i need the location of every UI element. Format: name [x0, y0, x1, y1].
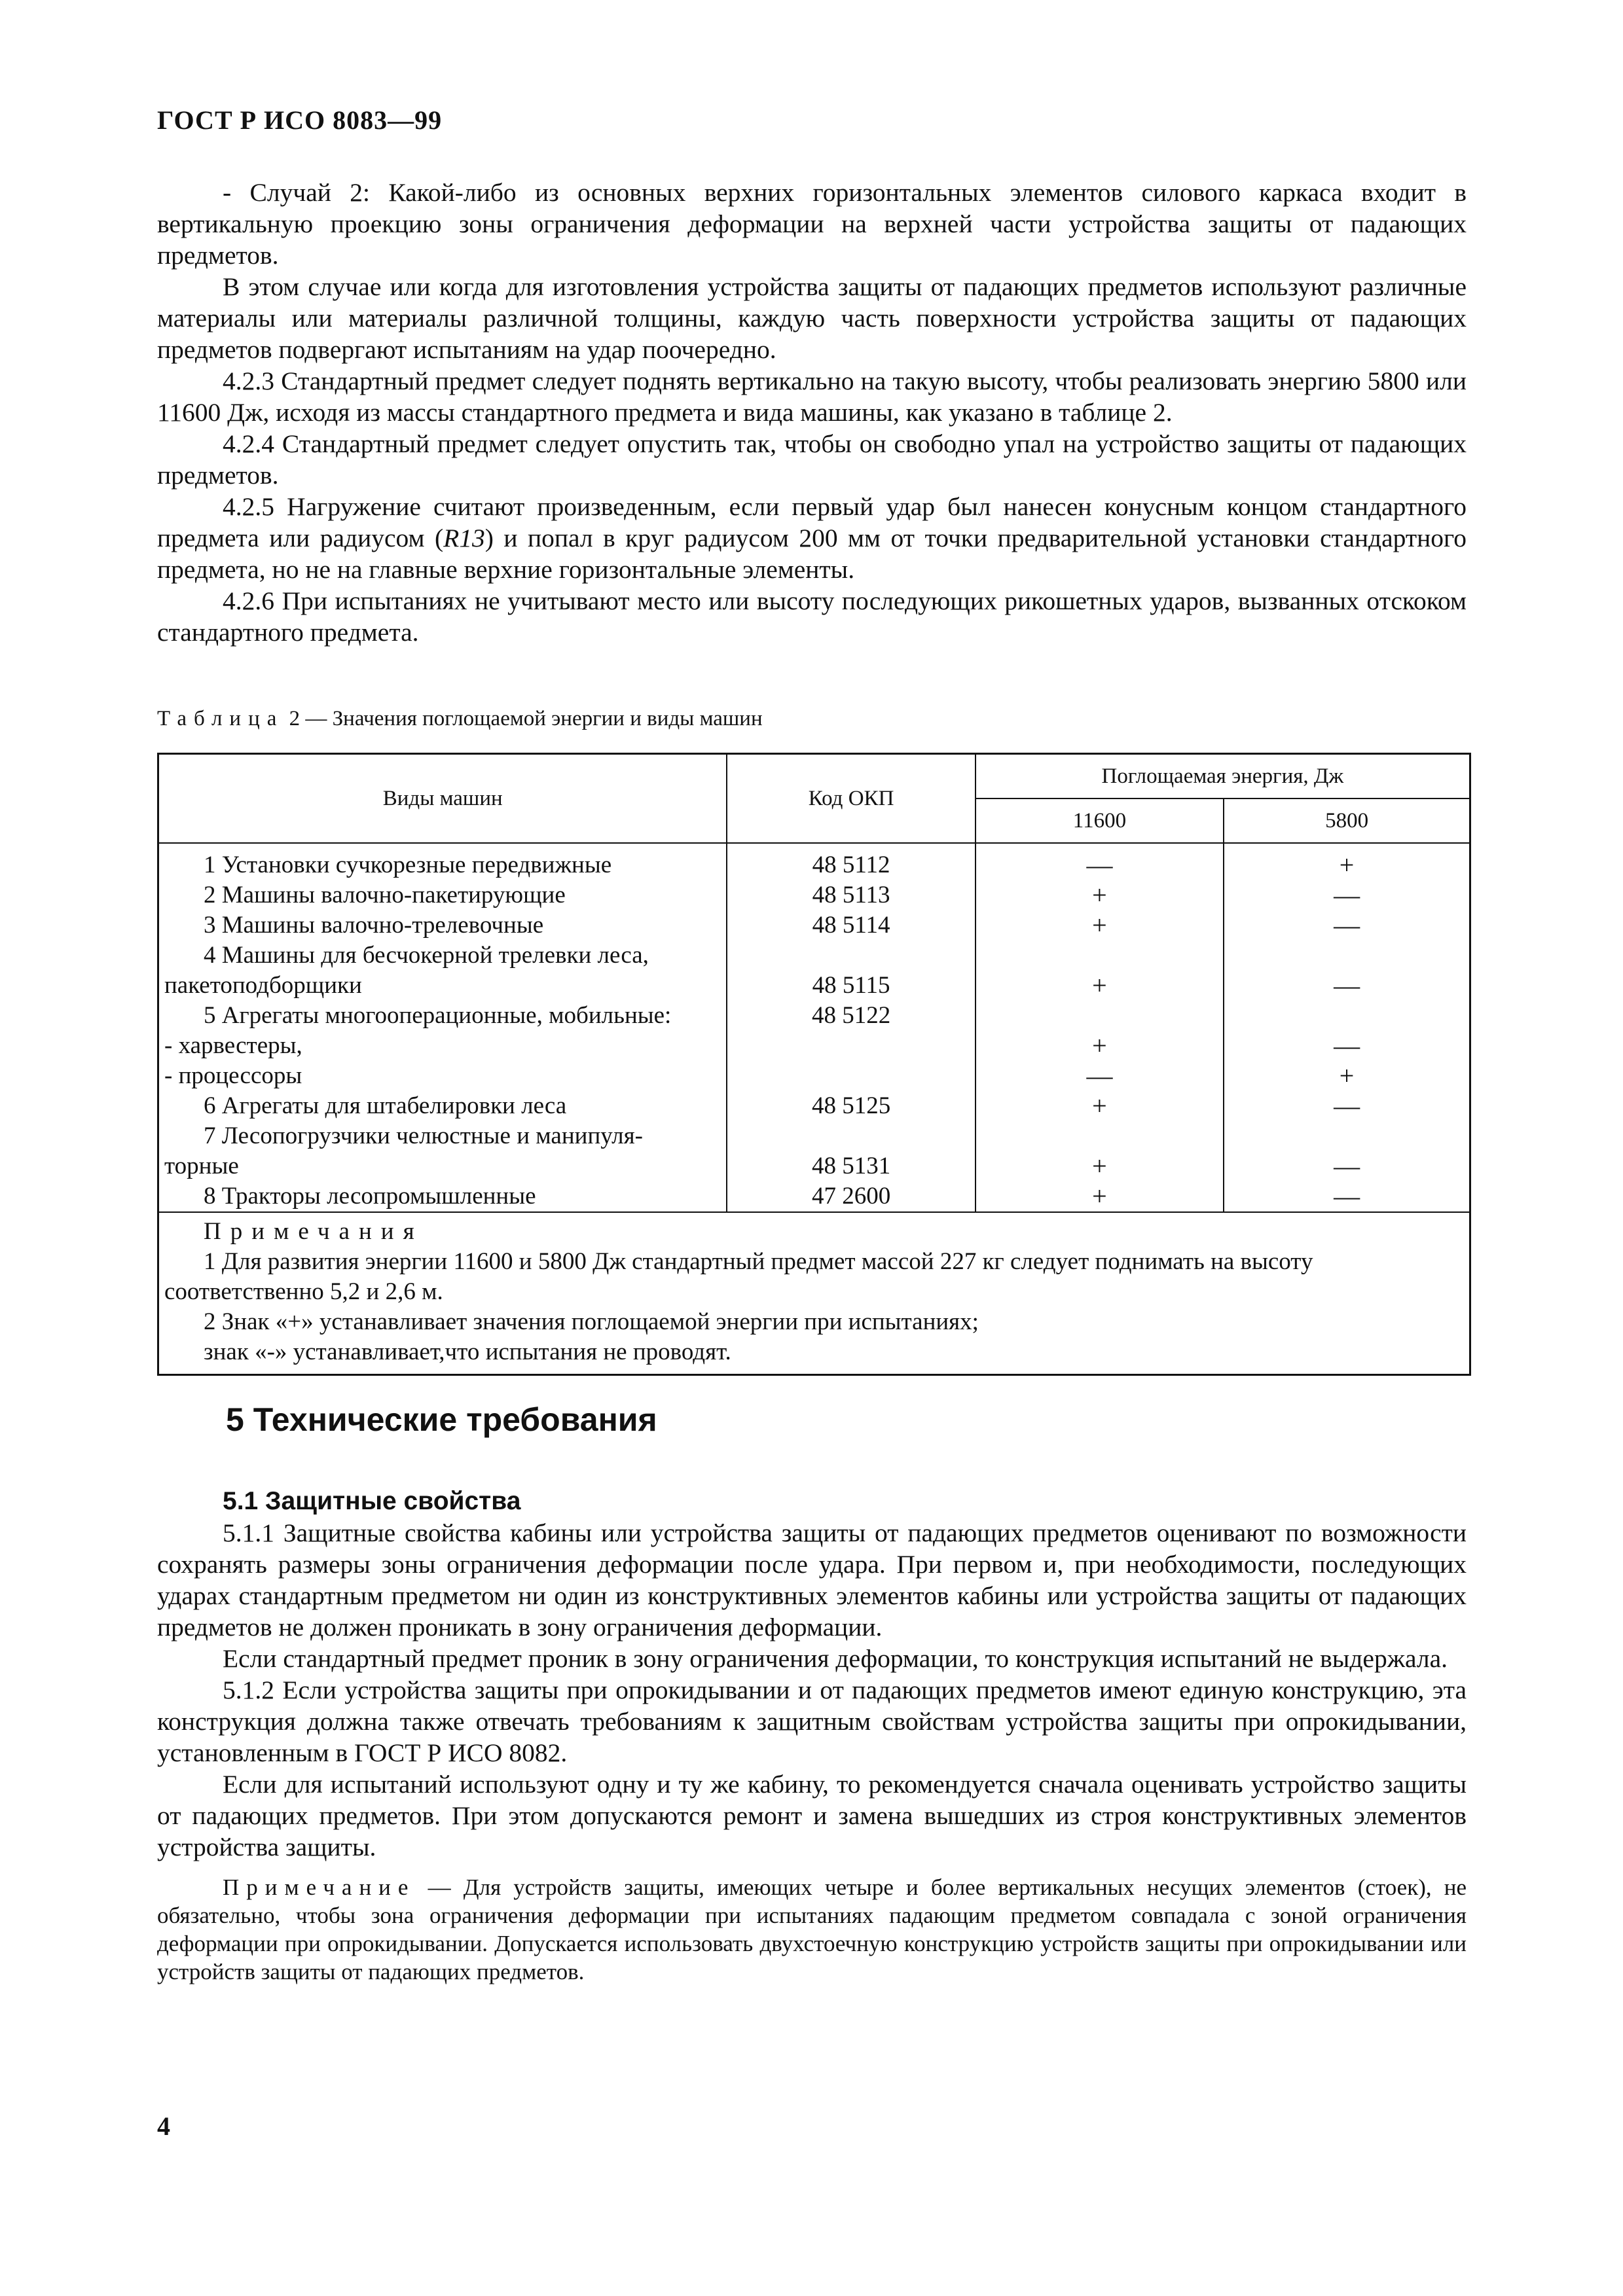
- header-energy: Поглощаемая энергия, Дж: [976, 754, 1470, 799]
- subsection-title: 5.1 Защитные свойства: [223, 1487, 521, 1515]
- table-row: [158, 1091, 1470, 1121]
- row-code: 48 5125: [727, 1091, 975, 1121]
- table-row: [158, 1001, 1470, 1031]
- row-code: 48 5112: [727, 843, 975, 880]
- machines-energy-table: [157, 753, 1471, 1376]
- body-text: [157, 177, 1467, 648]
- paragraph-case-2: - Случай 2: Какой-либо из основных верхних горизонтальных элементов силового каркаса входит в вертикальную проекцию зоны ограничения деформации на верхней части устройства защиты от падающих предметов.: [157, 178, 1467, 270]
- row-code: 48 5122: [727, 1001, 975, 1031]
- table-row: [158, 880, 1470, 910]
- page-number: 4: [157, 2111, 170, 2141]
- row-energy-5800: —: [1224, 880, 1470, 910]
- header-energy-11600: 11600: [976, 798, 1224, 843]
- row-energy-5800: —: [1224, 1121, 1470, 1181]
- row-energy-5800: —: [1224, 1181, 1470, 1212]
- row-energy-11600: +: [976, 1121, 1224, 1181]
- table-row: [158, 1031, 1470, 1061]
- table-row: [158, 910, 1470, 941]
- table-caption-text: 2 — Значения поглощаемой энергии и виды машин: [289, 707, 763, 730]
- note-2-line2: знак «-» устанавливает,что испытания не проводят.: [204, 1338, 731, 1365]
- row-name: 3 Машины валочно-трелевочные: [204, 912, 544, 939]
- document-header: ГОСТ Р ИСО 8083—99: [157, 105, 443, 135]
- section-title: 5 Технические требования: [226, 1401, 657, 1438]
- row-name: 8 Тракторы лесопромышленные: [204, 1183, 536, 1210]
- row-code: [727, 1031, 975, 1061]
- header-energy-5800: 5800: [1224, 798, 1470, 843]
- row-code: [727, 1061, 975, 1091]
- row-energy-5800: [1224, 1001, 1470, 1031]
- note-text: — Для устройств защиты, имеющих четыре и более вертикальных несущих элементов (стоек), не обязательно, чтобы зона ограничения деформации при испытаниях падающим предметом совпадала с зоной ограничения деформации при опрокидывании. Допускается использовать двухстоечную конструкцию устройств защиты при опрокидывании или устройств защиты от падающих предметов.: [157, 1874, 1467, 1984]
- paragraph-same-cabin: Если для испытаний используют одну и ту же кабину, то рекомендуется сначала оценивать устройство защиты от падающих предметов. При этом допускаются ремонт и замена вышедших из строя конструктивных элементов устройства защиты.: [157, 1770, 1467, 1861]
- row-name-line1: 7 Лесопогрузчики челюстные и манипуля-: [204, 1122, 643, 1149]
- header-machines: Виды машин: [158, 754, 727, 844]
- note-1-text: 1 Для развития энергии 11600 и 5800 Дж стандартный предмет массой 227 кг следует поднимать на высоту соответственно 5,2 и 2,6 м.: [164, 1248, 1313, 1305]
- row-energy-5800: —: [1224, 1031, 1470, 1061]
- row-energy-5800: +: [1224, 1061, 1470, 1091]
- paragraph-4-2-4: 4.2.4 Стандартный предмет следует опустить так, чтобы он свободно упал на устройство защиты от падающих предметов.: [157, 429, 1467, 490]
- table-row: [158, 1061, 1470, 1091]
- row-energy-11600: +: [976, 1091, 1224, 1121]
- row-energy-11600: +: [976, 910, 1224, 941]
- row-name: 2 Машины валочно-пакетирующие: [204, 882, 566, 908]
- paragraph-4-2-3: 4.2.3 Стандартный предмет следует поднять вертикально на такую высоту, чтобы реализовать энергию 5800 или 11600 Дж, исходя из массы стандартного предмета и вида машины, как указано в таблице 2.: [157, 367, 1467, 427]
- row-energy-5800: +: [1224, 843, 1470, 880]
- row-name: 6 Агрегаты для штабелировки леса: [204, 1092, 567, 1119]
- table-notes-row: [158, 1212, 1470, 1375]
- row-code: 48 5131: [727, 1121, 975, 1181]
- row-energy-11600: +: [976, 941, 1224, 1001]
- row-energy-11600: —: [976, 843, 1224, 880]
- paragraph-5-1-1: 5.1.1 Защитные свойства кабины или устройства защиты от падающих предметов оценивают по возможности сохранять размеры зоны ограничения деформации после удара. При первом и, при необходимости, последующих ударах стандартным предметом ни один из конструктивных элементов кабины или устройства защиты от падающих предметов не должен проникать в зону ограничения деформации.: [157, 1518, 1467, 1641]
- table-notes: [158, 1212, 1470, 1375]
- row-energy-11600: +: [976, 880, 1224, 910]
- row-energy-5800: —: [1224, 941, 1470, 1001]
- row-code: 48 5115: [727, 941, 975, 1001]
- section-note: [157, 1873, 1467, 1986]
- paragraph-4-2-5-end: ) и попал в круг радиусом 200 мм от точки предварительной установки стандартного предмета, но не на главные верхние горизонтальные элементы.: [157, 524, 1467, 584]
- note-label: Примечание: [223, 1874, 416, 1900]
- paragraph-4-2-5-start: 4.2.5 Нагружение считают произведенным, если первый удар был нанесен конусным концом стандартного предмета или радиусом (: [157, 492, 1467, 552]
- row-name-line1: 4 Машины для бесчокерной трелевки леса,: [204, 942, 649, 969]
- table-row: [158, 941, 1470, 1001]
- row-code: 47 2600: [727, 1181, 975, 1212]
- paragraph-penetration: Если стандартный предмет проник в зону ограничения деформации, то конструкция испытаний не выдержала.: [223, 1644, 1448, 1673]
- paragraph-materials: В этом случае или когда для изготовления устройства защиты от падающих предметов используют различные материалы или материалы различной толщины, каждую часть поверхности устройства защиты от падающих предметов подвергают испытаниям на удар поочередно.: [157, 272, 1467, 364]
- note-1: [164, 1247, 1464, 1307]
- paragraph-5-1-2: 5.1.2 Если устройства защиты при опрокидывании и от падающих предметов имеют единую конструкцию, эта конструкция должна также отвечать требованиям к защитным свойствам устройства защиты при опрокидывании, установленным в ГОСТ Р ИСО 8082.: [157, 1676, 1467, 1767]
- table-row: [158, 843, 1470, 880]
- notes-title: Примечания: [204, 1218, 424, 1245]
- row-energy-5800: —: [1224, 910, 1470, 941]
- paragraph-4-2-6: 4.2.6 При испытаниях не учитывают место или высоту последующих рикошетных ударов, вызванных отскоком стандартного предмета.: [157, 586, 1467, 647]
- row-code: 48 5113: [727, 880, 975, 910]
- row-name: 1 Установки сучкорезные передвижные: [204, 852, 612, 878]
- row-energy-11600: [976, 1001, 1224, 1031]
- paragraph-4-2-5: [157, 491, 1467, 585]
- row-energy-11600: —: [976, 1061, 1224, 1091]
- row-code: 48 5114: [727, 910, 975, 941]
- row-name: - процессоры: [158, 1061, 727, 1091]
- row-energy-11600: +: [976, 1181, 1224, 1212]
- table-row: [158, 1121, 1470, 1181]
- section-body: [157, 1486, 1467, 1986]
- row-name: 5 Агрегаты многооперационные, мобильные:: [204, 1002, 672, 1029]
- note-2-line1: 2 Знак «+» устанавливает значения поглощаемой энергии при испытаниях;: [204, 1308, 979, 1335]
- row-name-line2: торные: [164, 1153, 239, 1179]
- row-name: - харвестеры,: [158, 1031, 727, 1061]
- radius-symbol: R13: [443, 524, 485, 552]
- table-caption-label: Таблица: [157, 707, 284, 730]
- row-energy-5800: —: [1224, 1091, 1470, 1121]
- row-name-line2: пакетоподборщики: [164, 972, 362, 999]
- header-code: Код ОКП: [727, 754, 975, 844]
- row-energy-11600: +: [976, 1031, 1224, 1061]
- table-row: [158, 1181, 1470, 1212]
- table-caption: [157, 707, 763, 731]
